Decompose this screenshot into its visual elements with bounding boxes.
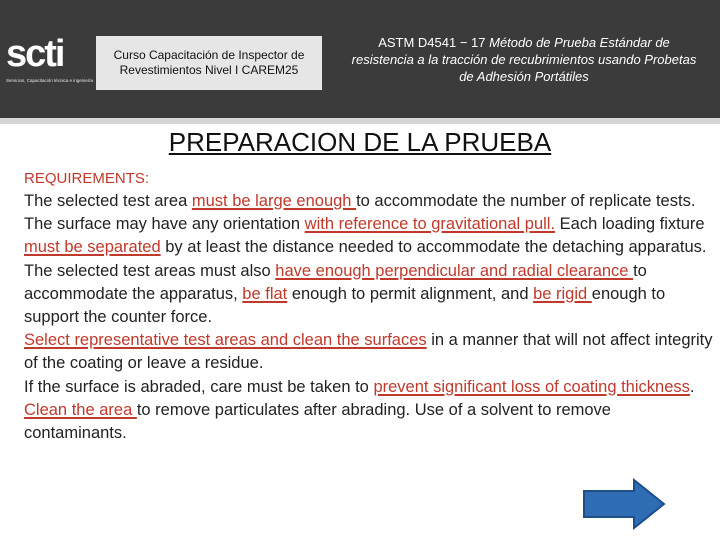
course-title-box	[96, 36, 322, 90]
highlight-segment: have enough perpendicular and radial clearance	[275, 261, 634, 280]
text-segment: .	[689, 377, 695, 396]
highlight-segment: be flat	[242, 284, 288, 303]
header-divider	[0, 118, 720, 124]
paragraph-2	[24, 213, 714, 259]
text-segment: to accommodate the number of replicate tests.	[356, 192, 696, 210]
right-arrow-icon[interactable]	[582, 478, 666, 530]
text-segment: enough to support the counter force.	[24, 284, 666, 327]
standard-name: Método de Prueba Estándar de resistencia a la tracción de recubrimientos usando Probetas de Adhesión Portátiles	[351, 35, 697, 84]
logo-text: scti	[6, 33, 64, 75]
standard-title	[348, 34, 700, 85]
requirements-label: REQUIREMENTS:	[24, 170, 150, 187]
highlight-segment: must be large enough	[191, 192, 357, 210]
page-title: PREPARACION DE LA PRUEBA	[168, 127, 552, 157]
text-segment: to remove particulates after abrading. Use of a solvent to remove contaminants.	[24, 400, 611, 443]
highlight-segment: be rigid	[533, 284, 592, 303]
highlight-segment: Select representative test areas and clean the surfaces	[24, 331, 427, 350]
header-bar	[0, 0, 720, 118]
highlight-segment: must be separated	[24, 238, 161, 257]
course-title: Curso Capacitación de Inspector de Revestimientos Nivel I CAREM25	[113, 48, 305, 77]
text-segment: If the surface is abraded, care must be taken to	[24, 377, 374, 396]
text-segment: The selected test area	[24, 192, 192, 210]
logo-tagline: Servicios, Capacitación técnica e ingeniería	[6, 78, 94, 83]
text-segment: enough to permit alignment, and	[287, 284, 534, 303]
text-segment: to accommodate the apparatus,	[24, 261, 647, 303]
scti-logo	[6, 33, 94, 90]
text-segment: The surface may have any orientation	[24, 215, 305, 234]
text-segment: The selected test areas must also	[24, 261, 276, 280]
paragraph-6	[24, 399, 714, 445]
text-segment: in a manner that will not affect integrity of the coating or leave a residue.	[24, 331, 713, 373]
highlight-segment: Clean the area	[24, 400, 137, 419]
paragraph-3	[24, 260, 714, 330]
requirements-body	[24, 190, 714, 445]
highlight-segment: prevent significant loss of coating thickness	[373, 377, 690, 396]
paragraph-4	[24, 329, 714, 375]
text-segment: by at least the distance needed to accommodate the detaching apparatus.	[160, 238, 707, 257]
paragraph-1	[24, 190, 714, 213]
text-segment: Each loading fixture	[555, 215, 705, 234]
highlight-segment: with reference to gravitational pull.	[304, 215, 556, 234]
paragraph-5	[24, 376, 714, 399]
standard-prefix: ASTM D4541 − 17	[378, 35, 490, 50]
